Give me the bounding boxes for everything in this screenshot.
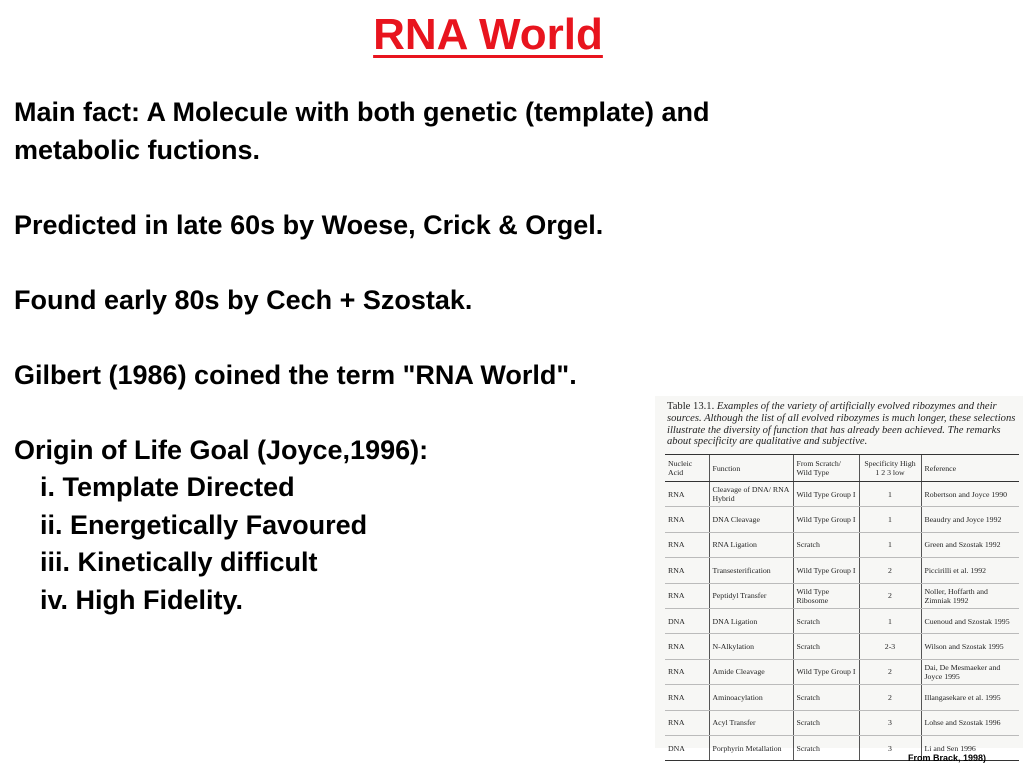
cell-function: Porphyrin Metallation <box>709 735 793 760</box>
cell-specificity: 2-3 <box>859 634 921 659</box>
cell-nucleic-acid: RNA <box>665 583 709 608</box>
cell-reference: Piccirilli et al. 1992 <box>921 558 1019 583</box>
cell-function: Peptidyl Transfer <box>709 583 793 608</box>
cell-nucleic-acid: RNA <box>665 532 709 557</box>
table-caption <box>667 401 1023 448</box>
cell-reference: Robertson and Joyce 1990 <box>921 482 1019 507</box>
cell-function: DNA Ligation <box>709 608 793 633</box>
cell-function: DNA Cleavage <box>709 507 793 532</box>
cell-nucleic-acid: RNA <box>665 659 709 684</box>
cell-reference: Green and Szostak 1992 <box>921 532 1019 557</box>
col-header-reference: Reference <box>921 455 1019 482</box>
table-row <box>665 558 1019 583</box>
table-row <box>665 608 1019 633</box>
table-body <box>665 482 1019 761</box>
cell-nucleic-acid: RNA <box>665 710 709 735</box>
col-header-specificity: Specificity High 1 2 3 low <box>859 455 921 482</box>
col-header-source: From Scratch/ Wild Type <box>793 455 859 482</box>
table-row <box>665 634 1019 659</box>
cell-specificity: 3 <box>859 710 921 735</box>
cell-nucleic-acid: DNA <box>665 608 709 633</box>
table-row <box>665 685 1019 710</box>
cell-source: Scratch <box>793 634 859 659</box>
cell-source: Wild Type Group I <box>793 659 859 684</box>
cell-reference: Cuenoud and Szostak 1995 <box>921 608 1019 633</box>
table-row <box>665 659 1019 684</box>
ribozyme-table <box>665 454 1019 761</box>
found-text: Found early 80s by Cech + Szostak. <box>14 284 473 315</box>
cell-source: Scratch <box>793 685 859 710</box>
cell-nucleic-acid: RNA <box>665 482 709 507</box>
source-note: From Brack, 1998) <box>907 753 986 763</box>
table-caption-lead: Table 13.1. <box>667 401 715 412</box>
table-row <box>665 507 1019 532</box>
gilbert-text: Gilbert (1986) coined the term "RNA World". <box>14 359 577 390</box>
cell-source: Scratch <box>793 532 859 557</box>
spacer <box>14 244 834 282</box>
goal-item: iv. High Fidelity. <box>40 584 244 615</box>
cell-nucleic-acid: RNA <box>665 507 709 532</box>
spacer <box>14 169 834 207</box>
cell-nucleic-acid: DNA <box>665 735 709 760</box>
spacer <box>14 319 834 357</box>
slide-title: RNA World <box>373 10 603 59</box>
cell-function: Cleavage of DNA/ RNA Hybrid <box>709 482 793 507</box>
table-caption-text: Examples of the variety of artificially evolved ribozymes and their sources. Although the list of all evolved ribozymes is much longer, these selections illustrate the diversity of function that has already been achieved. The remarks about specificity are qualitative and subjective. <box>667 401 1016 448</box>
cell-specificity: 1 <box>859 532 921 557</box>
cell-source: Wild Type Group I <box>793 558 859 583</box>
goal-item: i. Template Directed <box>40 472 295 502</box>
cell-function: Acyl Transfer <box>709 710 793 735</box>
cell-source: Wild Type Group I <box>793 507 859 532</box>
cell-nucleic-acid: RNA <box>665 685 709 710</box>
cell-specificity: 3 <box>859 735 921 760</box>
cell-source: Scratch <box>793 608 859 633</box>
cell-function: RNA Ligation <box>709 532 793 557</box>
goal-item: iii. Kinetically difficult <box>40 547 318 577</box>
cell-source: Wild Type Ribosome <box>793 583 859 608</box>
table-row <box>665 532 1019 557</box>
cell-reference: Li and Sen 1996 <box>921 735 1019 760</box>
cell-source: Wild Type Group I <box>793 482 859 507</box>
col-header-nucleic-acid: Nucleic Acid <box>665 455 709 482</box>
table-row <box>665 710 1019 735</box>
cell-reference: Wilson and Szostak 1995 <box>921 634 1019 659</box>
cell-specificity: 2 <box>859 558 921 583</box>
predicted-text: Predicted in late 60s by Woese, Crick & Orgel. <box>14 209 604 240</box>
main-fact-text: Main fact: A Molecule with both genetic (template) and metabolic fuctions. <box>14 97 710 165</box>
cell-source: Scratch <box>793 735 859 760</box>
table-row <box>665 482 1019 507</box>
cell-function: Transesterification <box>709 558 793 583</box>
cell-reference: Dai, De Mesmaeker and Joyce 1995 <box>921 659 1019 684</box>
cell-specificity: 1 <box>859 507 921 532</box>
cell-nucleic-acid: RNA <box>665 634 709 659</box>
cell-specificity: 2 <box>859 583 921 608</box>
goal-heading: Origin of Life Goal (Joyce,1996): <box>14 434 429 465</box>
cell-specificity: 1 <box>859 608 921 633</box>
cell-reference: Beaudry and Joyce 1992 <box>921 507 1019 532</box>
cell-function: Aminoacylation <box>709 685 793 710</box>
cell-specificity: 1 <box>859 482 921 507</box>
cell-reference: Lohse and Szostak 1996 <box>921 710 1019 735</box>
table-row <box>665 583 1019 608</box>
col-header-function: Function <box>709 455 793 482</box>
cell-function: N-Alkylation <box>709 634 793 659</box>
cell-source: Scratch <box>793 710 859 735</box>
cell-nucleic-acid: RNA <box>665 558 709 583</box>
cell-reference: Illangasekare et al. 1995 <box>921 685 1019 710</box>
cell-reference: Noller, Hoffarth and Zimniak 1992 <box>921 583 1019 608</box>
goal-item: ii. Energetically Favoured <box>40 509 368 540</box>
ribozyme-table-scan <box>655 396 1023 753</box>
cell-function: Amide Cleavage <box>709 659 793 684</box>
cell-specificity: 2 <box>859 685 921 710</box>
table-header-row <box>665 455 1019 482</box>
cell-specificity: 2 <box>859 659 921 684</box>
